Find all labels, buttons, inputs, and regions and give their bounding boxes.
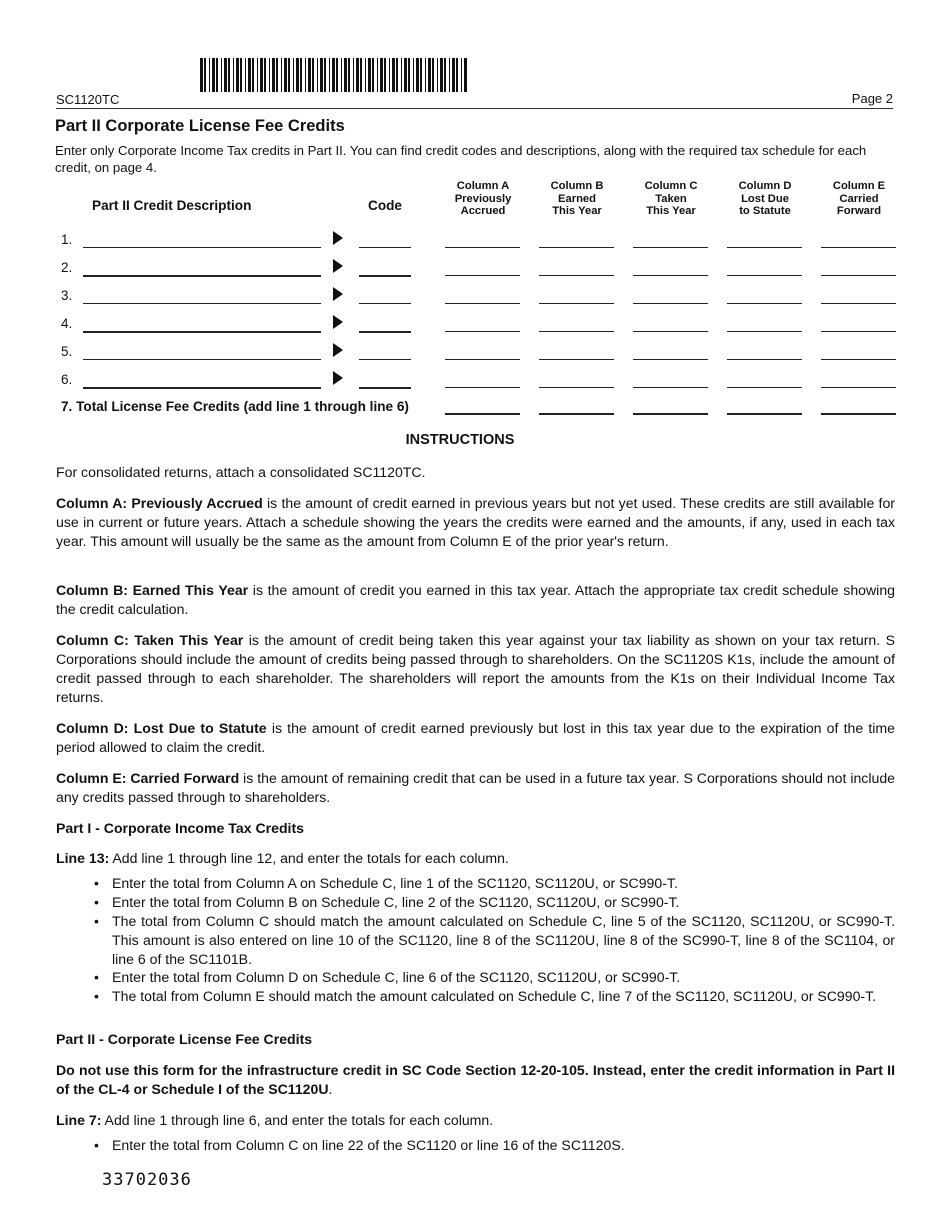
column-d-field[interactable] xyxy=(727,303,802,304)
arrow-icon xyxy=(333,371,343,385)
header-divider xyxy=(56,108,893,109)
column-a-field[interactable] xyxy=(445,275,520,276)
column-d-header: Column D Lost Due to Statute xyxy=(738,180,792,218)
credit-code-field[interactable] xyxy=(359,331,411,333)
credit-description-field[interactable] xyxy=(83,247,321,248)
column-e-field[interactable] xyxy=(821,247,896,248)
arrow-icon xyxy=(333,343,343,357)
column-d-field[interactable] xyxy=(727,359,802,360)
arrow-icon xyxy=(333,231,343,245)
row-number: 1. xyxy=(61,232,73,247)
column-a-field[interactable] xyxy=(445,247,520,248)
credit-code-field[interactable] xyxy=(359,359,411,360)
credit-code-field[interactable] xyxy=(359,247,411,248)
line7-bullet: • Enter the total from Column C on line 22 of the SC1120 or line 16 of the SC1120S. xyxy=(112,1136,895,1155)
column-d-field[interactable] xyxy=(727,387,802,388)
line7-instruction: Line 7: Add line 1 through line 6, and enter the totals for each column. xyxy=(56,1112,494,1128)
row-number: 3. xyxy=(61,288,73,303)
arrow-icon xyxy=(333,287,343,301)
total-row-label: 7. Total License Fee Credits (add line 1 through line 6) xyxy=(61,399,409,414)
column-a-field[interactable] xyxy=(445,331,520,332)
total-column-a-field[interactable] xyxy=(445,413,520,415)
footer-code: 33702036 xyxy=(102,1170,192,1190)
column-d-field[interactable] xyxy=(727,275,802,276)
credit-code-field[interactable] xyxy=(359,275,411,277)
column-b-header: Column B Earned This Year xyxy=(550,180,604,218)
description-column-header: Part II Credit Description xyxy=(92,198,252,213)
column-c-header: Column C Taken This Year xyxy=(644,180,698,218)
credit-description-field[interactable] xyxy=(83,331,321,333)
column-a-field[interactable] xyxy=(445,303,520,304)
line13-bullet: • The total from Column E should match the amount calculated on Schedule C, line 7 of the SC1120, SC1120U, or SC990-T. xyxy=(112,987,895,1006)
instructions-title: INSTRUCTIONS xyxy=(405,432,515,448)
column-a-header: Column A Previously Accrued xyxy=(454,180,512,218)
column-a-instruction: Column A: Previously Accrued is the amount of credit earned in previous years but not yet used. These credits are still available for use in current or future years. Attach a schedule showing the years the credits were earned and the amounts, if any, used in each tax year. This amount will usually be the same as the amount from Column E of the prior year's return. xyxy=(56,495,895,549)
column-e-field[interactable] xyxy=(821,387,896,388)
row-number: 4. xyxy=(61,316,73,331)
part-intro: Enter only Corporate Income Tax credits in Part II. You can find credit codes and descriptions, along with the required tax schedule for each credit, on page 4. xyxy=(55,143,867,175)
form-id: SC1120TC xyxy=(56,92,120,107)
column-c-field[interactable] xyxy=(633,387,708,388)
column-b-field[interactable] xyxy=(539,387,614,388)
row-number: 6. xyxy=(61,372,73,387)
column-c-field[interactable] xyxy=(633,275,708,276)
part2-heading: Part II - Corporate License Fee Credits xyxy=(56,1031,313,1047)
barcode-image xyxy=(200,58,470,92)
arrow-icon xyxy=(333,259,343,273)
column-b-field[interactable] xyxy=(539,247,614,248)
column-e-instruction: Column E: Carried Forward is the amount of remaining credit that can be used in a future tax year. S Corporations should not include any credits passed through to shareholders. xyxy=(56,770,895,805)
total-column-d-field[interactable] xyxy=(727,413,802,415)
line13-bullet: • Enter the total from Column B on Schedule C, line 2 of the SC1120, SC1120U, or SC990-T. xyxy=(112,893,895,912)
column-c-field[interactable] xyxy=(633,331,708,332)
column-d-instruction: Column D: Lost Due to Statute is the amount of credit earned previously but lost in this tax year due to the expiration of the time period allowed to claim the credit. xyxy=(56,720,895,755)
column-e-field[interactable] xyxy=(821,275,896,276)
credit-description-field[interactable] xyxy=(83,303,321,304)
credit-code-field[interactable] xyxy=(359,303,411,304)
column-d-field[interactable] xyxy=(727,331,802,332)
column-a-field[interactable] xyxy=(445,387,520,388)
credit-description-field[interactable] xyxy=(83,359,321,360)
column-e-header: Column E Carried Forward xyxy=(832,180,886,218)
consolidated-note: For consolidated returns, attach a consolidated SC1120TC. xyxy=(56,464,426,480)
credit-code-field[interactable] xyxy=(359,387,411,389)
column-d-field[interactable] xyxy=(727,247,802,248)
column-a-field[interactable] xyxy=(445,359,520,360)
column-b-field[interactable] xyxy=(539,359,614,360)
column-c-instruction: Column C: Taken This Year is the amount of credit being taken this year against your tax liability as shown on your tax return. S Corporations should include the amount of credits being passed through to shareholders. On the SC1120S K1s, include the amount of credit passed through to each shareholder. The shareholders will report the amounts from the K1s on their Individual Income Tax returns. xyxy=(56,632,895,705)
column-b-field[interactable] xyxy=(539,303,614,304)
column-e-field[interactable] xyxy=(821,359,896,360)
column-b-field[interactable] xyxy=(539,331,614,332)
column-e-field[interactable] xyxy=(821,303,896,304)
part1-heading: Part I - Corporate Income Tax Credits xyxy=(56,820,305,836)
column-b-instruction: Column B: Earned This Year is the amount of credit you earned in this tax year. Attach the appropriate tax credit schedule showing the credit calculation. xyxy=(56,582,895,617)
column-b-field[interactable] xyxy=(539,275,614,276)
credit-description-field[interactable] xyxy=(83,275,321,277)
column-c-field[interactable] xyxy=(633,247,708,248)
credit-description-field[interactable] xyxy=(83,387,321,389)
code-column-header: Code xyxy=(368,198,402,213)
row-number: 5. xyxy=(61,344,73,359)
row-number: 2. xyxy=(61,260,73,275)
line13-instruction: Line 13: Add line 1 through line 12, and enter the totals for each column. xyxy=(56,850,509,866)
column-c-field[interactable] xyxy=(633,303,708,304)
page-number: Page 2 xyxy=(851,91,893,106)
line13-bullet: • Enter the total from Column D on Schedule C, line 6 of the SC1120, SC1120U, or SC990-T. xyxy=(112,968,895,987)
total-column-b-field[interactable] xyxy=(539,413,614,415)
arrow-icon xyxy=(333,315,343,329)
total-column-e-field[interactable] xyxy=(821,413,896,415)
column-c-field[interactable] xyxy=(633,359,708,360)
infrastructure-warning: Do not use this form for the infrastructure credit in SC Code Section 12-20-105. Instead, enter the credit information in Part II of the CL-4 or Schedule I of the SC1120U. xyxy=(56,1062,895,1097)
line13-bullet: • Enter the total from Column A on Schedule C, line 1 of the SC1120, SC1120U, or SC990-T. xyxy=(112,874,895,893)
part-title: Part II Corporate License Fee Credits xyxy=(55,117,345,135)
column-e-field[interactable] xyxy=(821,331,896,332)
line13-bullet: • The total from Column C should match the amount calculated on Schedule C, line 5 of the SC1120, SC1120U, or SC990-T. This amount is also entered on line 10 of the SC1120, line 8 of the SC1120U, line 8 of the SC990-T, line 8 of the SC1104, or line 6 of the SC1101B. xyxy=(112,912,895,969)
total-column-c-field[interactable] xyxy=(633,413,708,415)
